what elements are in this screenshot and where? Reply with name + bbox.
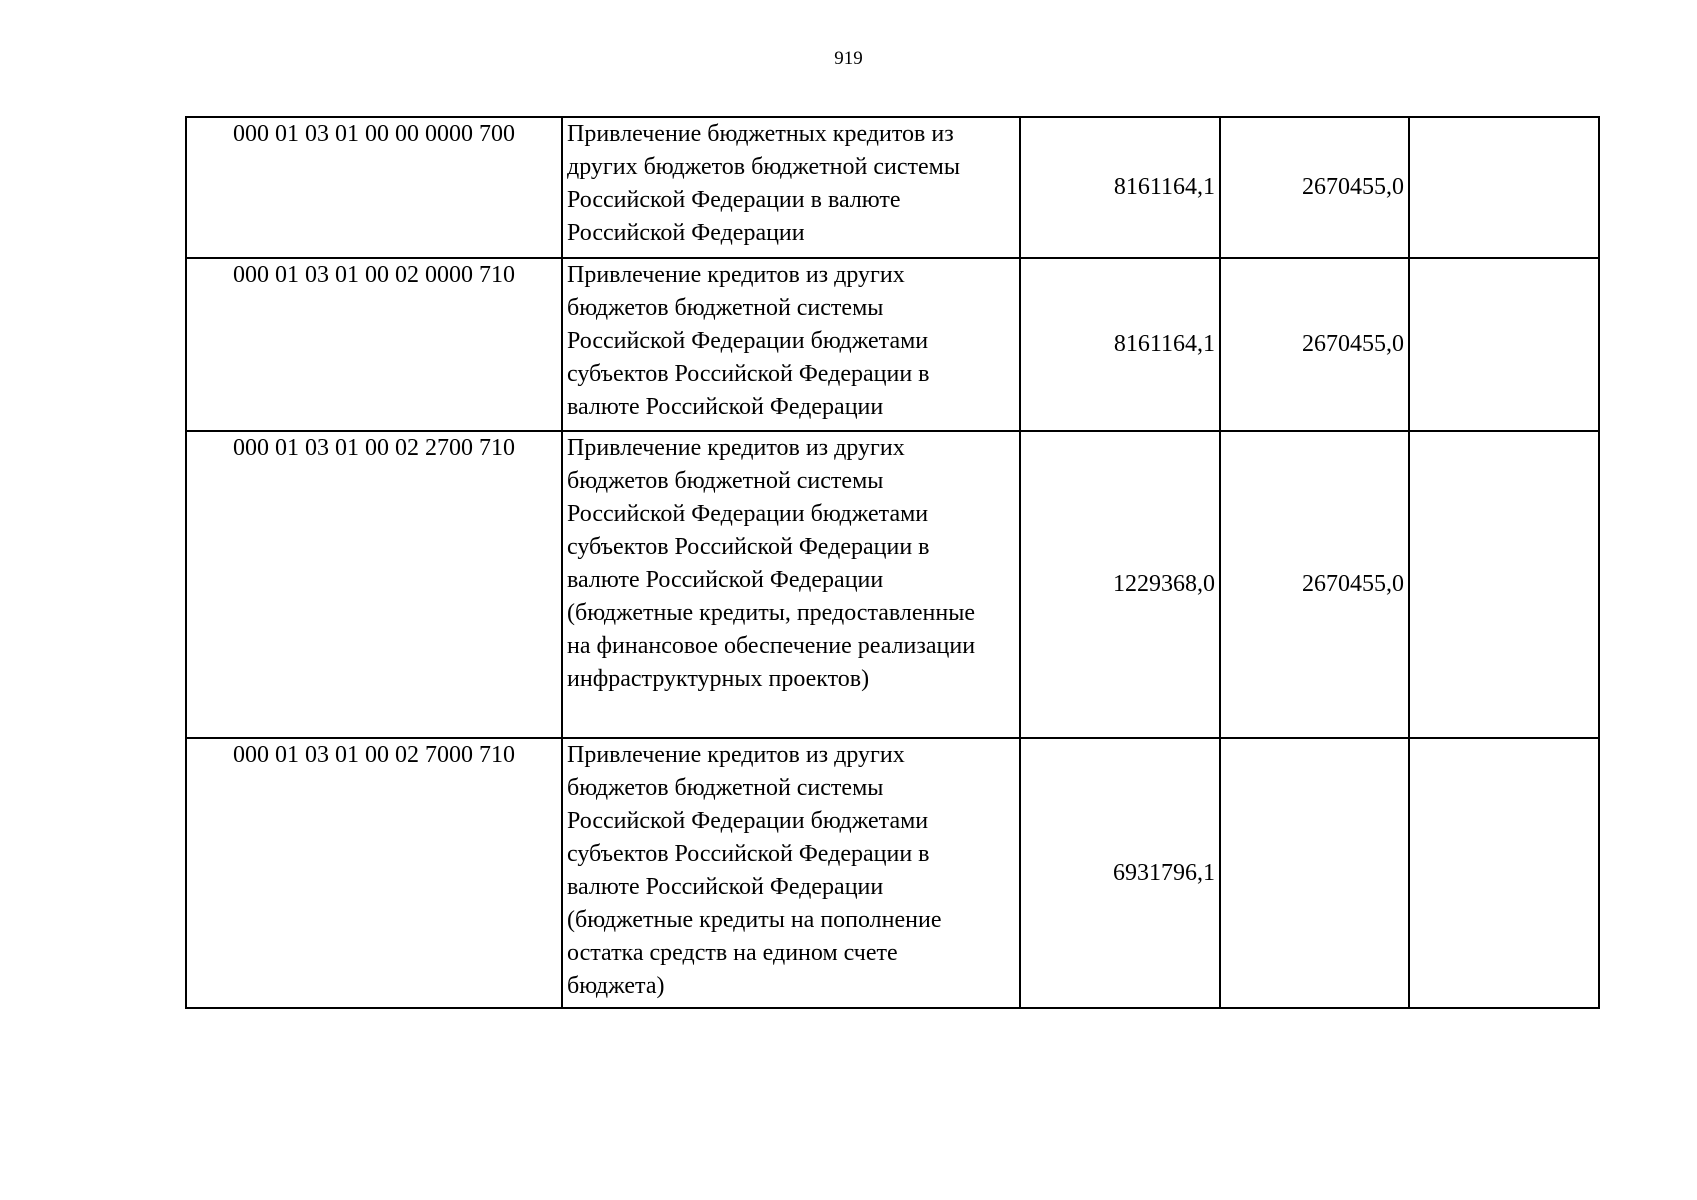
table-row bbox=[186, 117, 1599, 258]
amount-cell-3 bbox=[1409, 431, 1599, 738]
amount-cell-1: 8161164,1 bbox=[1020, 117, 1220, 258]
page-number: 919 bbox=[834, 48, 863, 69]
budget-code-cell: 000 01 03 01 00 02 0000 710 bbox=[186, 258, 562, 431]
description-cell: Привлечение бюджетных кредитов из других бюджетов бюджетной системы Российской Федерации в валюте Российской Федерации bbox=[562, 117, 1020, 258]
description-cell: Привлечение кредитов из других бюджетов бюджетной системы Российской Федерации бюджетами субъектов Российской Федерации в валюте Российской Федерации (бюджетные кредиты на пополнение остатка средств на едином счете бюджета) bbox=[562, 738, 1020, 1008]
amount-cell-2: 2670455,0 bbox=[1220, 117, 1409, 258]
amount-cell-2: 2670455,0 bbox=[1220, 431, 1409, 738]
table-row bbox=[186, 431, 1599, 738]
budget-table bbox=[185, 116, 1600, 1009]
amount-cell-1: 1229368,0 bbox=[1020, 431, 1220, 738]
amount-cell-1: 6931796,1 bbox=[1020, 738, 1220, 1008]
budget-code-cell: 000 01 03 01 00 02 7000 710 bbox=[186, 738, 562, 1008]
amount-cell-1: 8161164,1 bbox=[1020, 258, 1220, 431]
amount-cell-2: 2670455,0 bbox=[1220, 258, 1409, 431]
amount-cell-3 bbox=[1409, 258, 1599, 431]
amount-cell-3 bbox=[1409, 117, 1599, 258]
amount-cell-2 bbox=[1220, 738, 1409, 1008]
amount-cell-3 bbox=[1409, 738, 1599, 1008]
table-row bbox=[186, 258, 1599, 431]
budget-code-cell: 000 01 03 01 00 02 2700 710 bbox=[186, 431, 562, 738]
table-row bbox=[186, 738, 1599, 1008]
description-cell: Привлечение кредитов из других бюджетов бюджетной системы Российской Федерации бюджетами субъектов Российской Федерации в валюте Российской Федерации bbox=[562, 258, 1020, 431]
description-cell: Привлечение кредитов из других бюджетов бюджетной системы Российской Федерации бюджетами субъектов Российской Федерации в валюте Российской Федерации (бюджетные кредиты, предоставленные на финансовое обеспечение реализации инфраструктурных проектов) bbox=[562, 431, 1020, 738]
budget-code-cell: 000 01 03 01 00 00 0000 700 bbox=[186, 117, 562, 258]
